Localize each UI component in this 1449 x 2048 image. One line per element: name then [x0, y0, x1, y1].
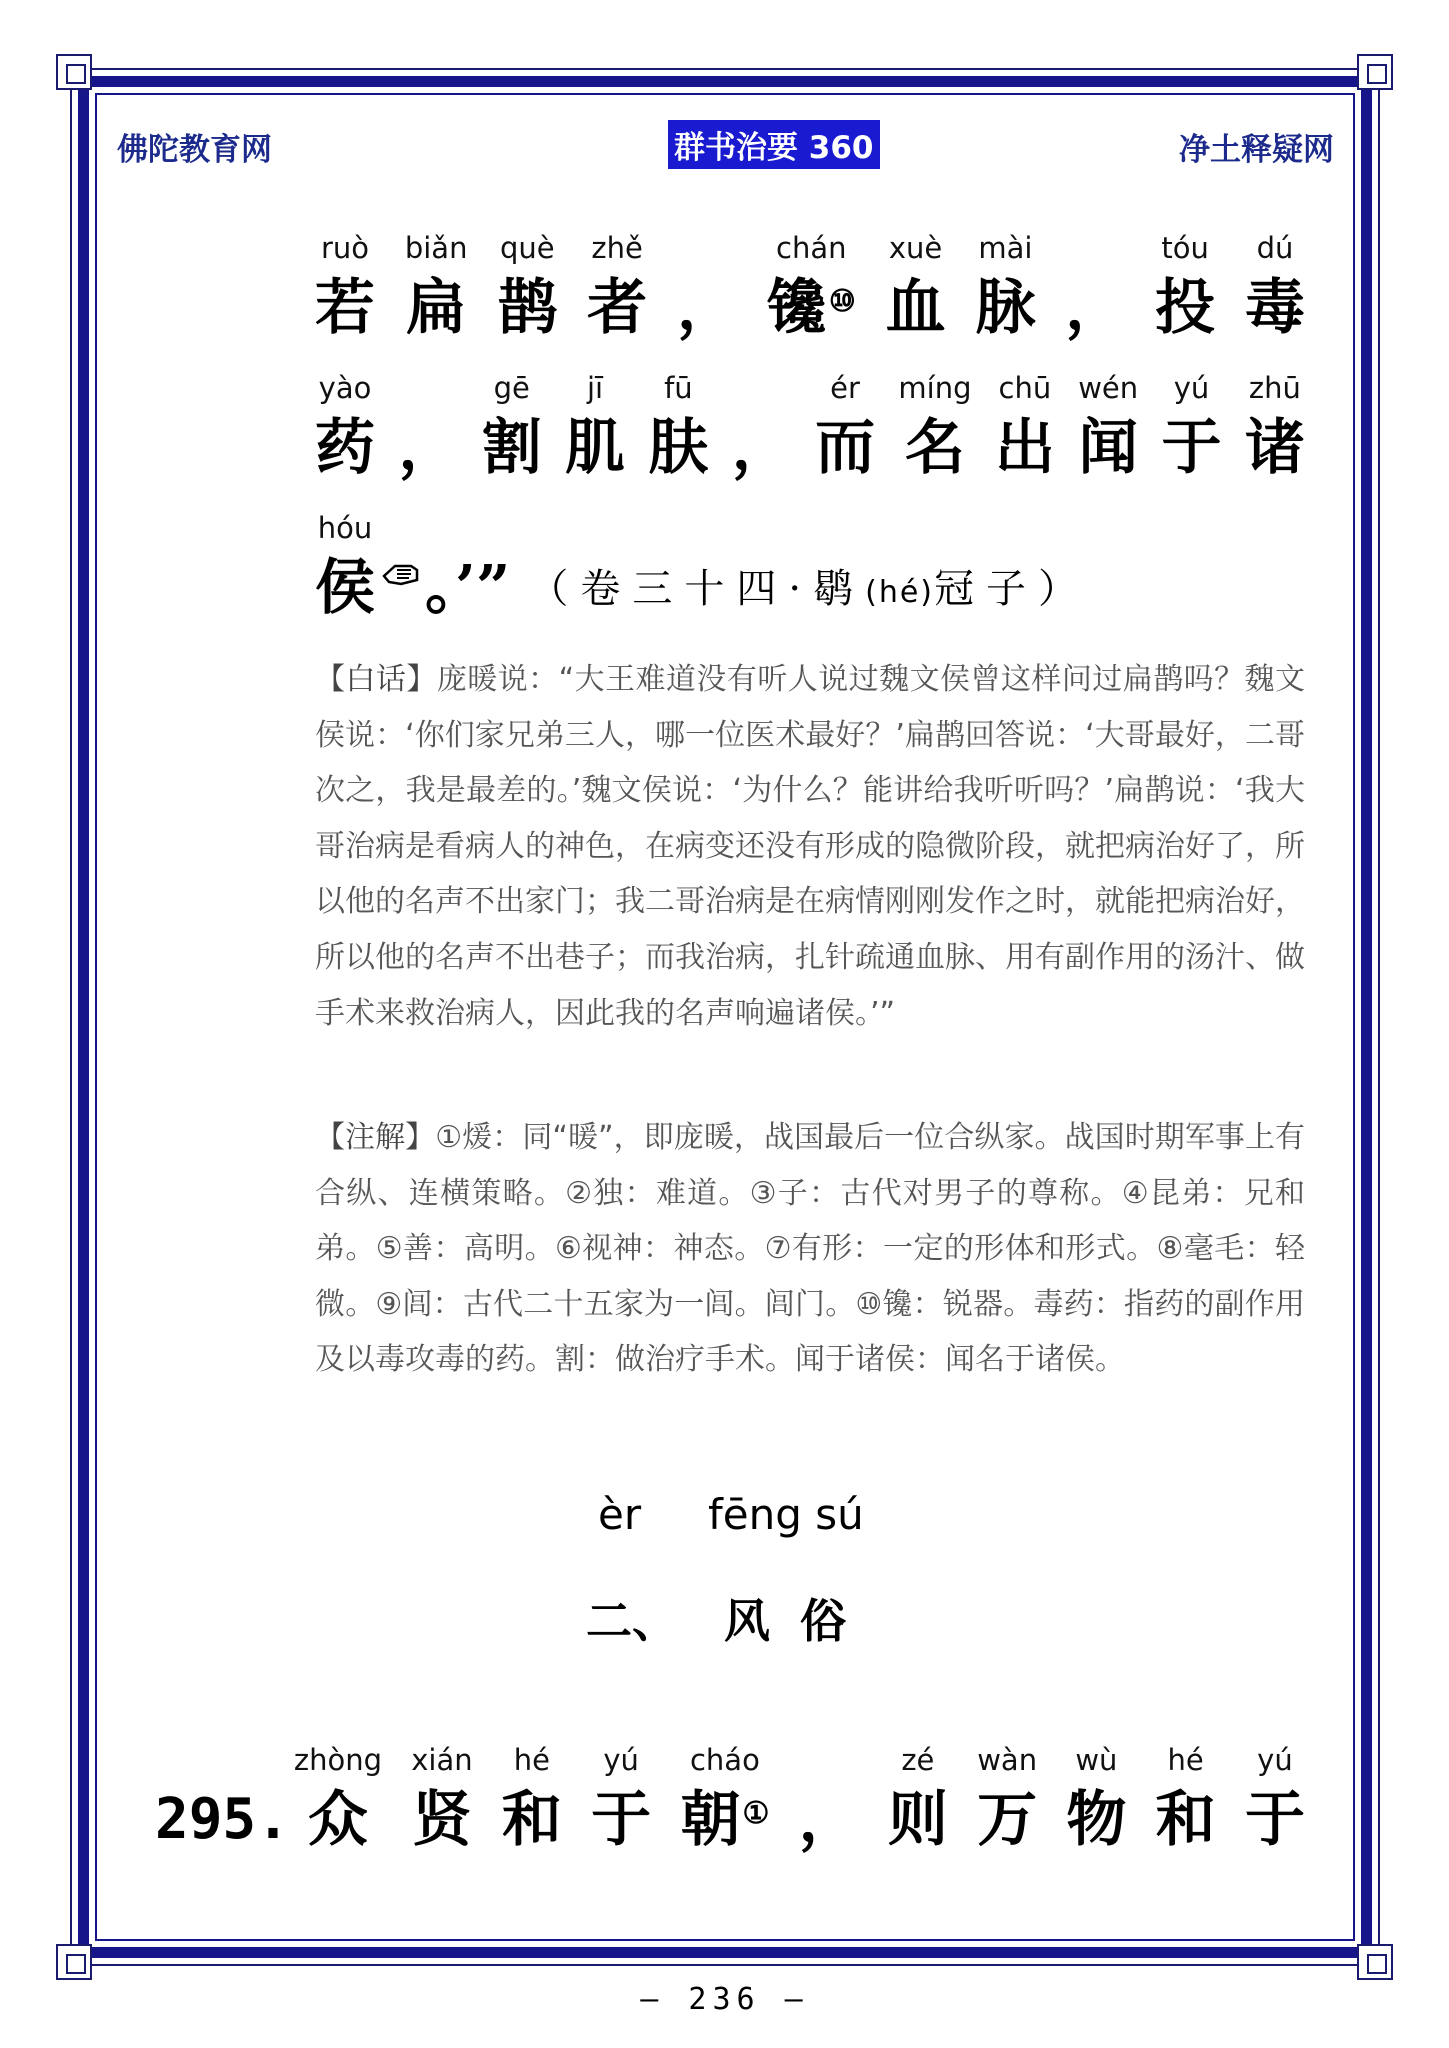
section-title-char: 俗: [800, 1594, 846, 1648]
punctuation: ，: [677, 273, 737, 343]
frame-corner-ornament: [56, 1944, 92, 1980]
punctuation: ，: [398, 413, 459, 483]
section-pinyin-1: èr: [598, 1490, 642, 1539]
ruby-char: yú 于: [591, 1743, 652, 1855]
footnote-hand-icon: [381, 560, 421, 592]
ruby-char: xuè 血: [885, 231, 946, 343]
ruby-char: wén 闻: [1078, 371, 1139, 483]
section-title-number: 二、: [586, 1594, 678, 1648]
section-title-char: 风: [724, 1594, 770, 1648]
ruby-char: què 鹊: [497, 231, 558, 343]
closing-quote: 。’”: [425, 553, 511, 623]
frame-corner-ornament: [1357, 1944, 1393, 1980]
ruby-char: wù 物: [1066, 1743, 1127, 1855]
section-pinyin-2: fēng sú: [708, 1490, 864, 1539]
ruby-char: zé 则: [887, 1743, 948, 1855]
section-label-zhujie: 【注解】: [315, 1120, 436, 1155]
ruby-char: hé 和: [501, 1743, 562, 1855]
ruby-char: yào 药: [315, 371, 375, 483]
punctuation: ，: [1065, 273, 1126, 343]
header-left-site: 佛陀教育网: [117, 132, 272, 168]
footnote-marker: ①: [742, 1796, 770, 1831]
ruby-char: yú 于: [1244, 1743, 1305, 1855]
verse-number: 295.: [155, 1787, 290, 1852]
source-reference: （卷三十四·鹖(hé)冠子）: [528, 566, 1091, 612]
ruby-char: wàn 万: [977, 1743, 1038, 1855]
frame-corner-ornament: [56, 54, 92, 90]
ruby-char: chū 出: [994, 371, 1055, 483]
vernacular-translation: 【白话】庞暖说：“大王难道没有听人说过魏文侯曾这样问过扁鹊吗？魏文侯说：‘你们家兄弟三人，哪一位医术最好？’扁鹊回答说：‘大哥最好，二哥次之，我是最差的。’魏文侯说：‘为什么？能讲给我听听吗？’扁鹊说：‘我大哥治病是看病人的神色，在病变还没有形成的隐微阶段，就把病治好了，所以他的名声不出家门；我二哥治病是在病情刚刚发作之时，就能把病治好，所以他的名声不出巷子；而我治病，扎针疏通血脉、用有副作用的汤汁、做手术来救治病人，因此我的名声响遍诸侯。’”: [315, 662, 1306, 1031]
ruby-char: mài 脉: [975, 231, 1036, 343]
header-right-site: 净土释疑网: [1179, 132, 1334, 168]
verse-295: [155, 1740, 1305, 1860]
punctuation: ，: [798, 1785, 859, 1855]
section-label-baihua: 【白话】: [315, 662, 437, 697]
verse-line-3: [315, 508, 1305, 628]
ruby-char: xián 贤: [411, 1743, 473, 1855]
ruby-char: gē 割: [481, 371, 542, 483]
footnote-marker: ⑩: [828, 284, 856, 319]
ruby-char: chán 镵⑩: [766, 231, 856, 343]
ruby-char: zhě 者: [587, 231, 648, 343]
ruby-char: hóu 侯: [315, 511, 375, 623]
ruby-char: tóu 投: [1155, 231, 1216, 343]
ruby-char: yú 于: [1161, 371, 1222, 483]
page-number: – 236 –: [640, 1982, 809, 2017]
verse-line-1: [315, 228, 1305, 348]
ruby-char: hé 和: [1155, 1743, 1216, 1855]
ruby-char: biǎn 扁: [404, 231, 468, 343]
ruby-char: ruò 若: [315, 231, 375, 343]
ruby-char: fū 肤: [648, 371, 709, 483]
ruby-char: ér 而: [815, 371, 876, 483]
header-book-title: 群书治要 360: [668, 120, 880, 169]
frame-corner-ornament: [1357, 54, 1393, 90]
ruby-char: dú 毒: [1244, 231, 1305, 343]
annotations: 【注解】①煖：同“暖”，即庞暖，战国最后一位合纵家。战国时期军事上有合纵、连横策略。②独：难道。③子：古代对男子的尊称。④昆弟：兄和弟。⑤善：高明。⑥视神：神态。⑦有形：一定的形体和形式。⑧毫毛：轻微。⑨闾：古代二十五家为一闾。闾门。⑩镵：锐器。毒药：指药的副作用及以毒攻毒的药。割：做治疗手术。闻于诸侯：闻名于诸侯。: [315, 1120, 1305, 1378]
ruby-char: jī 肌: [565, 371, 626, 483]
ruby-char: míng 名: [898, 371, 972, 483]
ruby-char: zhū 诸: [1244, 371, 1305, 483]
verse-line-2: [315, 368, 1305, 488]
punctuation: ，: [731, 413, 792, 483]
ruby-char: cháo 朝①: [680, 1743, 770, 1855]
ruby-char: zhòng 众: [293, 1743, 382, 1855]
